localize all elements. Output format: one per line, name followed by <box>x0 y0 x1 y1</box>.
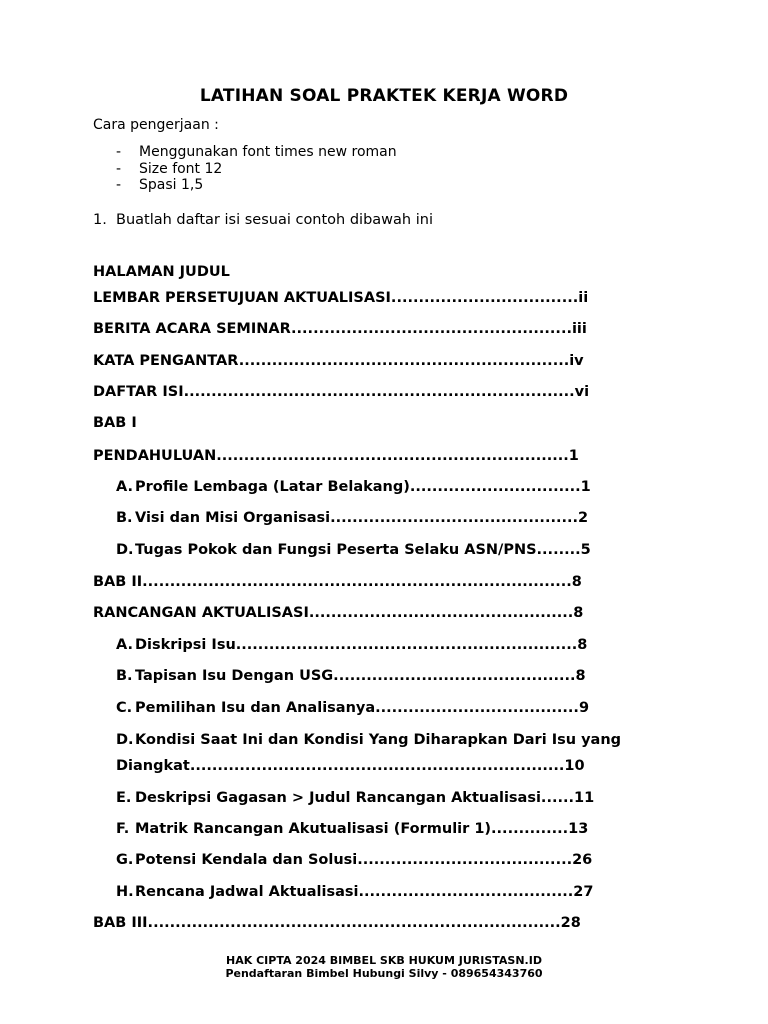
toc-entry: BERITA ACARA SEMINAR...................................................iii <box>93 321 587 337</box>
bullet-dash: - <box>116 177 122 193</box>
document-title: LATIHAN SOAL PRAKTEK KERJA WORD <box>199 86 569 106</box>
toc-entry: KATA PENGANTAR............................................................iv <box>93 353 584 369</box>
bullet-dash: - <box>116 160 122 177</box>
toc-entry: PENDAHULUAN................................................................1 <box>93 448 579 464</box>
toc-subentry: C. Pemilihan Isu dan Analisanya.....................................9 <box>116 700 590 716</box>
toc-letter: A. <box>116 479 133 495</box>
instructions-intro: Cara pengerjaan : <box>93 117 219 133</box>
toc-entry: DAFTAR ISI.......................................................................vi <box>93 384 590 400</box>
instructions-list <box>116 144 397 194</box>
toc-letter: H. <box>116 884 134 900</box>
toc-entry: BAB I <box>93 415 137 431</box>
toc-subentry-continuation: Diangkat....................................................................10 <box>116 758 585 774</box>
toc-letter: E. <box>116 790 132 806</box>
toc-letter: C. <box>116 700 133 716</box>
instruction-text: Size font 12 <box>139 160 223 177</box>
toc-subentry: F. Matrik Rancangan Akutualisasi (Formulir 1)..............13 <box>116 821 589 837</box>
toc-entry: RANCANGAN AKTUALISASI................................................8 <box>93 605 584 621</box>
toc-subentry: B. Tapisan Isu Dengan USG............................................8 <box>116 668 586 684</box>
instruction-item <box>116 161 397 178</box>
toc-entry: LEMBAR PERSETUJUAN AKTUALISASI..................................ii <box>93 290 589 306</box>
toc-entry: BAB III...........................................................................28 <box>93 915 581 931</box>
bullet-dash: - <box>116 144 122 160</box>
toc-letter: D. <box>116 732 134 748</box>
toc-subentry: G. Potensi Kendala dan Solusi.......................................26 <box>116 852 593 868</box>
instruction-item <box>116 177 397 194</box>
question-text: Buatlah daftar isi sesuai contoh dibawah ini <box>116 212 433 228</box>
toc-entry: BAB II..............................................................................8 <box>93 574 582 590</box>
toc-subentry: D.Kondisi Saat Ini dan Kondisi Yang Diharapkan Dari Isu yang <box>116 732 622 748</box>
instruction-text: Spasi 1,5 <box>139 177 204 193</box>
toc-subentry: D.Tugas Pokok dan Fungsi Peserta Selaku ASN/PNS........5 <box>116 542 591 558</box>
question-item <box>93 212 433 228</box>
toc-entry: HALAMAN JUDUL <box>93 264 230 280</box>
toc-letter: D. <box>116 542 134 558</box>
toc-subentry: E. Deskripsi Gagasan > Judul Rancangan Aktualisasi......11 <box>116 790 595 806</box>
question-number: 1. <box>93 212 107 228</box>
instruction-text: Menggunakan font times new roman <box>139 144 397 160</box>
toc-letter: B. <box>116 668 133 684</box>
toc-letter: A. <box>116 637 133 653</box>
toc-letter: F. <box>116 821 130 837</box>
page-footer <box>0 954 768 980</box>
toc-subentry: H.Rencana Jadwal Aktualisasi.......................................27 <box>116 884 594 900</box>
toc-letter: G. <box>116 852 134 868</box>
toc-subentry: A. Profile Lembaga (Latar Belakang)...............................1 <box>116 479 591 495</box>
footer-copyright: HAK CIPTA 2024 BIMBEL SKB HUKUM JURISTASN.ID <box>226 954 542 967</box>
footer-contact: Pendaftaran Bimbel Hubungi Silvy - 089654343760 <box>225 967 543 980</box>
toc-letter: B. <box>116 510 133 526</box>
toc-subentry: A. Diskripsi Isu..............................................................8 <box>116 637 588 653</box>
toc-subentry: B. Visi dan Misi Organisasi.............................................2 <box>116 510 589 526</box>
instruction-item <box>116 144 397 161</box>
